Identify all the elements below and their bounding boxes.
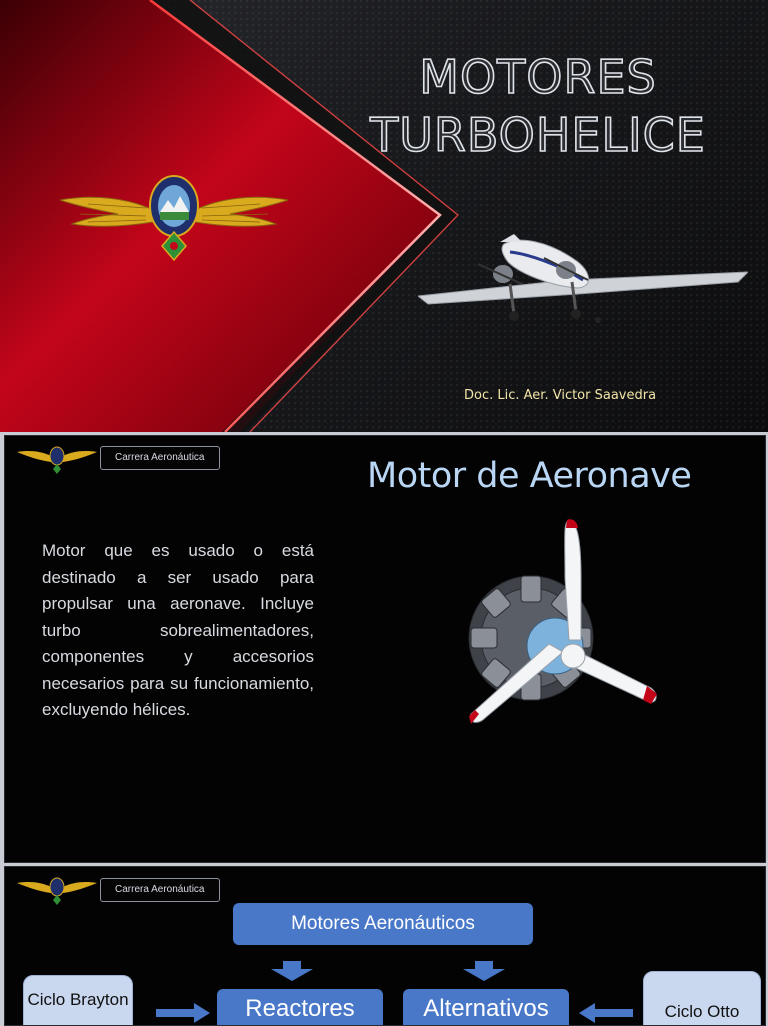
reactores-box: Reactores bbox=[217, 989, 383, 1026]
down-arrow-icon bbox=[271, 961, 313, 981]
classification-slide bbox=[4, 866, 766, 1026]
title-line-1: MOTORES bbox=[419, 50, 657, 104]
radial-engine-propeller-image bbox=[451, 518, 661, 748]
title-line-2: TURBOHELICE bbox=[370, 108, 706, 162]
definition-text: Motor que es usado o está destinado a ser usado para propulsar una aeronave. Incluye turbo sobrealimentadores, componentes y accesorios necesarios para su funcionamiento, excluyendo hélices. bbox=[42, 541, 314, 719]
right-arrow-icon bbox=[156, 1003, 210, 1023]
dc3-airplane-image bbox=[418, 232, 748, 327]
header-tag: Carrera Aeronáutica bbox=[100, 446, 220, 470]
definition-slide bbox=[4, 435, 766, 863]
motores-aeronauticos-box: Motores Aeronáuticos bbox=[233, 903, 533, 945]
wings-logo-small bbox=[17, 444, 97, 474]
ciclo-brayton-box: Ciclo Brayton bbox=[23, 975, 133, 1026]
aviation-wings-emblem bbox=[58, 172, 290, 262]
title-slide bbox=[0, 0, 768, 432]
slide-title: Motor de Aeronave bbox=[367, 456, 692, 496]
author-name: Doc. Lic. Aer. Victor Saavedra bbox=[464, 388, 657, 403]
down-arrow-icon bbox=[463, 961, 505, 981]
wings-logo-small bbox=[17, 875, 97, 905]
left-arrow-icon bbox=[579, 1003, 633, 1023]
alternativos-box: Alternativos bbox=[403, 989, 569, 1026]
presentation-title bbox=[358, 48, 718, 164]
header-tag: Carrera Aeronáutica bbox=[100, 878, 220, 902]
ciclo-otto-box: Ciclo Otto bbox=[643, 971, 761, 1026]
